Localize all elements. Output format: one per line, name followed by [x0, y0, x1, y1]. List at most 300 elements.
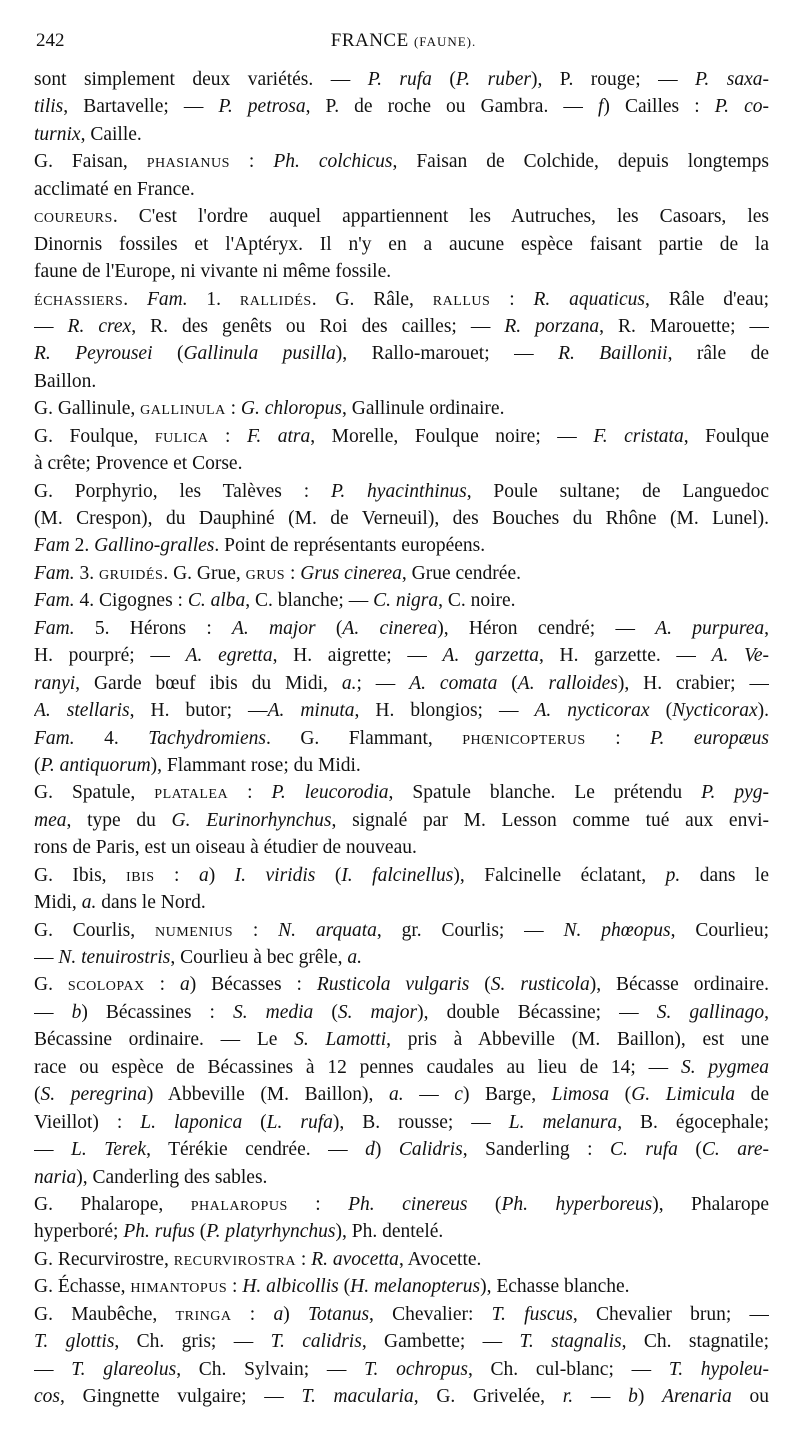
text-line	[34, 1383, 769, 1410]
italic-run: Rusticola vulgaris	[316, 974, 470, 996]
text-line	[34, 944, 769, 971]
small-caps-run: RALLUS	[432, 292, 491, 309]
text-run: acclimaté en France.	[34, 178, 195, 200]
text-line	[34, 258, 769, 285]
text-run: , G. Grivelée,	[413, 1386, 563, 1407]
italic-run: d	[365, 1139, 375, 1161]
italic-run: Arenaria	[662, 1386, 732, 1407]
text-run: , Caille.	[80, 123, 142, 145]
text-run: 1.	[187, 288, 240, 310]
small-caps-run: COUREURS	[34, 210, 113, 227]
text-line	[34, 368, 769, 395]
italic-run: Fam.	[34, 617, 75, 639]
text-run: (	[313, 1001, 338, 1023]
text-run: ) Cailles :	[603, 96, 715, 118]
text-line	[34, 1081, 769, 1108]
italic-run: a	[179, 974, 190, 996]
italic-run: N. tenuirostris	[58, 947, 171, 968]
text-line	[34, 917, 769, 944]
text-line	[34, 450, 769, 477]
small-caps-run: GRUIDÉS	[99, 566, 164, 583]
italic-run: P. antiquorum	[40, 754, 151, 776]
text-run: , H. aigrette; —	[272, 645, 443, 667]
text-run: . G. Râle,	[311, 288, 433, 310]
text-line	[34, 587, 769, 614]
text-run: . G. Grue,	[163, 562, 246, 584]
italic-run: C. alba	[187, 590, 246, 612]
text-run: , gr. Courlis; —	[376, 919, 564, 941]
text-line	[34, 93, 769, 120]
text-run: , type du	[66, 809, 172, 831]
text-run: , Morelle, Foulque noire; —	[310, 425, 594, 447]
italic-run: A. comata	[409, 672, 498, 694]
text-run: (	[34, 754, 41, 776]
italic-run: S. Lamotti	[294, 1029, 387, 1051]
italic-run: ranyi	[34, 672, 76, 694]
text-run: ou	[731, 1386, 769, 1407]
italic-run: H. albicollis	[242, 1276, 339, 1298]
italic-run: L. melanura	[508, 1111, 618, 1133]
text-run: 2.	[69, 535, 95, 557]
text-line	[34, 231, 769, 258]
italic-run: a	[273, 1303, 284, 1325]
italic-run: P. platyrhynchus	[206, 1221, 336, 1243]
small-caps-run: GRUS	[245, 566, 286, 583]
text-line	[34, 532, 769, 559]
italic-run: Tachydromiens	[148, 727, 266, 749]
text-run: ) Bécassines :	[81, 1001, 233, 1023]
text-run: ), P. rouge; —	[530, 69, 696, 90]
text-run: ), Héron cendré; —	[437, 617, 656, 639]
italic-run: Fam.	[146, 288, 188, 310]
italic-run: T. hypoleu-	[668, 1358, 769, 1380]
text-run: , Faisan de Colchide, depuis longtemps	[392, 151, 769, 173]
text-run: :	[154, 864, 199, 886]
italic-run: I. viridis	[234, 864, 316, 886]
text-run: G. Foulque,	[34, 425, 155, 447]
italic-run: Fam.	[34, 590, 75, 612]
text-run: G. Spatule,	[34, 782, 155, 804]
running-title	[36, 30, 771, 52]
text-line	[34, 505, 769, 532]
text-run: ), B. rousse; —	[332, 1111, 509, 1133]
text-run: rons de Paris, est un oiseau à étudier de nouveau.	[34, 837, 417, 859]
text-run: 4.	[74, 727, 149, 749]
italic-run: C. are-	[701, 1139, 769, 1161]
text-run: G. Échasse,	[34, 1276, 131, 1298]
text-run: Baillon.	[34, 370, 97, 392]
italic-run: G. Eurinorhynchus	[171, 809, 332, 831]
text-run: G. Ibis,	[34, 864, 127, 886]
italic-run: Gallinula pusilla	[183, 343, 336, 365]
small-caps-run: PHŒNICOPTERUS	[462, 731, 586, 748]
italic-run: mea	[34, 809, 67, 831]
text-run: , pris à Abbeville (M. Baillon), est une	[386, 1029, 769, 1051]
italic-run: A. minuta	[267, 700, 355, 722]
text-run: faune de l'Europe, ni vivante ni même fossile.	[34, 261, 392, 283]
text-run: , râle de	[667, 343, 769, 365]
text-run: ; —	[356, 672, 410, 694]
text-line	[34, 1246, 769, 1273]
text-run: ), Bécasse ordinaire.	[589, 974, 769, 996]
text-run: ), double Bécassine; —	[417, 1001, 657, 1023]
text-run: ), Ph. dentelé.	[335, 1221, 444, 1243]
italic-run: Ph. cinereus	[348, 1193, 468, 1215]
small-caps-run: PHALAROPUS	[190, 1197, 288, 1214]
text-line	[34, 999, 769, 1026]
italic-run: f	[597, 96, 604, 118]
text-run: , Foulque	[683, 425, 769, 447]
text-line	[34, 1026, 769, 1053]
italic-run: R. Baillonii	[558, 343, 668, 365]
italic-run: Grus cinerea	[300, 562, 402, 584]
text-run: G. Porphyrio, les Talèves :	[34, 480, 331, 502]
small-caps-run: HIMANTOPUS	[130, 1280, 228, 1297]
text-run: (	[497, 672, 518, 694]
text-run: ) Abbeville (M. Baillon),	[146, 1084, 389, 1106]
text-run: . G. Flammant,	[265, 727, 463, 749]
text-run: :	[229, 151, 274, 173]
text-run: , H. blongios; —	[354, 700, 535, 722]
text-run: , Ch. stagnatile;	[621, 1331, 769, 1353]
text-line	[34, 615, 769, 642]
text-run: :	[225, 398, 241, 420]
text-run: , Gambette; —	[361, 1331, 520, 1353]
text-line	[34, 1356, 769, 1383]
text-run: —	[573, 1386, 629, 1407]
italic-run: S. media	[232, 1001, 314, 1023]
text-run: , Avocette.	[398, 1248, 482, 1270]
text-run: , Ch. gris; —	[114, 1331, 271, 1353]
italic-run: R. aquaticus	[533, 288, 645, 310]
body-text	[34, 66, 769, 1410]
text-line	[34, 725, 769, 752]
text-line	[34, 1218, 769, 1245]
text-run: sont simplement deux variétés. —	[34, 69, 368, 90]
italic-run: T. fuscus	[491, 1303, 573, 1325]
italic-run: C. nigra	[373, 590, 439, 612]
text-run: —	[34, 1139, 71, 1161]
italic-run: G. Limicula	[631, 1084, 736, 1106]
text-run: ) Barge,	[462, 1084, 552, 1106]
text-line	[34, 560, 769, 587]
text-run: :	[296, 1248, 312, 1270]
text-line	[34, 971, 769, 998]
text-run: ), Falcinelle éclatant,	[453, 864, 666, 886]
small-caps-run: ÉCHASSIERS	[34, 292, 124, 309]
text-run: dans le	[680, 864, 769, 886]
text-run: )	[208, 864, 235, 886]
text-run: —	[34, 1001, 72, 1023]
text-run: 4. Cigognes :	[74, 590, 188, 612]
text-run: , H. butor; —	[129, 700, 268, 722]
text-run: :	[208, 425, 247, 447]
text-run: G. Phalarope,	[34, 1193, 191, 1215]
text-run: , Gingnette vulgaire; —	[60, 1386, 302, 1407]
text-run: , Spatule blanche. Le prétendu	[388, 782, 702, 804]
text-run: :	[287, 1193, 349, 1215]
text-line	[34, 148, 769, 175]
text-line	[34, 1164, 769, 1191]
text-line	[34, 807, 769, 834]
text-line	[34, 642, 769, 669]
text-run: (M. Crespon), du Dauphiné (M. de Verneuil), des Bouches du Rhône (M. Lunel).	[34, 508, 769, 529]
text-run: , H. garzette. —	[538, 645, 712, 667]
text-run: . Point de représentants européens.	[214, 535, 486, 557]
italic-run: T. glottis	[34, 1331, 115, 1353]
small-caps-run: NUMENIUS	[154, 923, 234, 940]
text-run: (	[242, 1111, 267, 1133]
text-run: , P. de roche ou Gambra. —	[305, 96, 598, 118]
italic-run: Ph. hyperboreus	[501, 1193, 653, 1215]
italic-run: Totanus	[307, 1303, 370, 1325]
italic-run: F. cristata	[593, 425, 684, 447]
text-run: ), Phalarope	[652, 1193, 769, 1215]
text-run: —	[403, 1084, 455, 1106]
text-run: ), Rallo-marouet; —	[335, 343, 559, 365]
text-run: , Courlieu à bec grêle,	[170, 947, 348, 968]
text-run: (	[467, 1193, 502, 1215]
text-run: :	[490, 288, 534, 310]
italic-run: S. major	[337, 1001, 418, 1023]
italic-run: turnix	[34, 123, 81, 145]
text-line	[34, 1328, 769, 1355]
text-run: Vieillot) :	[34, 1111, 141, 1133]
text-run: . C'est l'ordre auquel appartiennent les Autruches, les Casoars, les	[112, 206, 769, 228]
text-run: , R. des genêts ou Roi des cailles; —	[131, 315, 505, 337]
text-run: —	[34, 1358, 72, 1380]
italic-run: Fam.	[34, 562, 75, 584]
italic-run: cos	[34, 1386, 60, 1407]
italic-run: A. purpurea	[655, 617, 765, 639]
italic-run: Nycticorax	[672, 700, 758, 722]
text-run: G. Courlis,	[34, 919, 155, 941]
italic-run: p.	[665, 864, 681, 886]
italic-run: P. europæus	[650, 727, 769, 749]
text-run: ), Flammant rose; du Midi.	[150, 754, 361, 776]
italic-run: Limosa	[551, 1084, 610, 1106]
text-run: )	[374, 1139, 399, 1161]
small-caps-run: GALLINULA	[140, 402, 226, 419]
text-run: , C. blanche; —	[245, 590, 374, 612]
text-run: , Gallinule ordinaire.	[342, 398, 505, 420]
text-line	[34, 1136, 769, 1163]
italic-run: T. stagnalis	[519, 1331, 622, 1353]
italic-run: A. ralloides	[517, 672, 618, 694]
text-run: race ou espèce de Bécassines à 12 pennes caudales au lieu de 14; —	[34, 1056, 681, 1078]
text-run: :	[227, 1276, 243, 1298]
italic-run: A. cinerea	[342, 617, 438, 639]
italic-run: a.	[341, 672, 357, 694]
running-title-sub: (FAUNE).	[413, 34, 477, 49]
text-run: dans le Nord.	[96, 892, 206, 914]
text-line	[34, 1109, 769, 1136]
italic-run: S. pygmea	[680, 1056, 769, 1078]
text-line	[34, 670, 769, 697]
small-caps-run: PLATALEA	[154, 786, 229, 803]
text-run: ,	[764, 1001, 769, 1023]
text-run: , Ch. Sylvain; —	[176, 1358, 365, 1380]
italic-run: S. peregrina	[40, 1084, 147, 1106]
text-run: (	[194, 1221, 207, 1243]
text-run: .	[123, 288, 147, 310]
italic-run: Ph. colchicus	[273, 151, 393, 173]
text-run: ).	[757, 700, 769, 722]
text-run: :	[585, 727, 651, 749]
text-run: , signalé par M. Lesson comme tué aux envi-	[331, 809, 769, 831]
small-caps-run: RALLIDÉS	[239, 292, 312, 309]
italic-run: P. ruber	[455, 69, 531, 90]
text-run: G. Maubêche,	[34, 1303, 176, 1325]
text-run: (	[677, 1139, 702, 1161]
italic-run: a.	[81, 892, 97, 914]
text-run: ), H. crabier; —	[617, 672, 769, 694]
text-run: , Térékie cendrée. —	[146, 1139, 366, 1161]
text-run: , B. égocephale;	[617, 1111, 769, 1133]
small-caps-run: RECURVIROSTRA	[173, 1252, 297, 1269]
italic-run: T. ochropus	[364, 1358, 468, 1380]
text-run: (	[338, 1276, 351, 1298]
text-run: , Chevalier:	[369, 1303, 492, 1325]
small-caps-run: TRINGA	[175, 1307, 232, 1324]
text-run: )	[283, 1303, 308, 1325]
text-line	[34, 697, 769, 724]
text-line	[34, 478, 769, 505]
text-run: :	[231, 1303, 274, 1325]
text-run: , R. Marouette; —	[599, 315, 769, 337]
text-run: ), Echasse blanche.	[480, 1276, 630, 1298]
text-line	[34, 423, 769, 450]
italic-run: c	[454, 1084, 463, 1106]
italic-run: R. crex	[67, 315, 132, 337]
text-run: ), Canderling des sables.	[76, 1166, 268, 1188]
text-run: , Courlieu;	[670, 919, 769, 941]
italic-run: P. rufa	[367, 69, 432, 90]
text-run: (	[649, 700, 673, 722]
text-run: :	[144, 974, 180, 996]
italic-run: A. Ve-	[711, 645, 769, 667]
italic-run: P. saxa-	[695, 69, 769, 90]
text-line	[34, 889, 769, 916]
text-run: :	[228, 782, 272, 804]
text-run: (	[431, 69, 456, 90]
italic-run: N. arquata	[278, 919, 377, 941]
text-run: , C. noire.	[438, 590, 516, 612]
text-line	[34, 1191, 769, 1218]
text-line	[34, 203, 769, 230]
text-run: , Poule sultane; de Languedoc	[466, 480, 769, 502]
italic-run: b	[628, 1386, 638, 1407]
italic-run: L. Terek	[71, 1139, 147, 1161]
text-run: G. Faisan,	[34, 151, 147, 173]
small-caps-run: IBIS	[126, 868, 155, 885]
text-line	[34, 176, 769, 203]
text-line	[34, 1273, 769, 1300]
text-line	[34, 1301, 769, 1328]
italic-run: Calidris	[398, 1139, 463, 1161]
text-line	[34, 313, 769, 340]
running-title-main: FRANCE	[330, 30, 409, 51]
text-run: —	[34, 315, 68, 337]
italic-run: P. pyg-	[701, 782, 769, 804]
italic-run: Fam	[34, 535, 70, 557]
text-line	[34, 286, 769, 313]
text-run: , Garde bœuf ibis du Midi,	[75, 672, 342, 694]
text-run: 5. Hérons :	[74, 617, 233, 639]
italic-run: R. avocetta	[311, 1248, 399, 1270]
text-run: , Râle d'eau;	[644, 288, 769, 310]
text-run: Dinornis fossiles et l'Aptéryx. Il n'y en a aucune espèce faisant partie de la	[34, 233, 769, 255]
italic-run: T. calidris	[270, 1331, 362, 1353]
italic-run: A. garzetta	[442, 645, 539, 667]
italic-run: Fam.	[34, 727, 75, 749]
page-number: 242	[36, 30, 65, 51]
italic-run: L. rufa	[266, 1111, 333, 1133]
italic-run: a.	[347, 947, 363, 968]
italic-run: A. stellaris	[34, 700, 130, 722]
text-run: Midi,	[34, 892, 82, 914]
italic-run: R. Peyrousei	[34, 343, 153, 365]
text-run: G. Recurvirostre,	[34, 1248, 174, 1270]
text-run: , Bartavelle; —	[63, 96, 219, 118]
italic-run: T. macularia	[301, 1386, 414, 1407]
text-run: (	[34, 1084, 41, 1106]
italic-run: C. rufa	[610, 1139, 678, 1161]
italic-run: a	[198, 864, 209, 886]
text-run: :	[285, 562, 301, 584]
text-run: , Sanderling :	[462, 1139, 610, 1161]
text-line	[34, 340, 769, 367]
text-run: ) Bécasses :	[189, 974, 317, 996]
text-run: (	[609, 1084, 632, 1106]
text-run: (	[469, 974, 491, 996]
text-line	[34, 752, 769, 779]
text-run: (	[315, 617, 343, 639]
text-run: 3.	[74, 562, 99, 584]
italic-run: Ph. rufus	[123, 1221, 195, 1243]
italic-run: I. falcinellus	[341, 864, 454, 886]
italic-run: r.	[562, 1386, 574, 1407]
italic-run: T. glareolus	[71, 1358, 177, 1380]
text-line	[34, 66, 769, 93]
italic-run: A. egretta	[185, 645, 273, 667]
italic-run: A. nycticorax	[534, 700, 650, 722]
text-run: Bécassine ordinaire. — Le	[34, 1029, 295, 1051]
text-run: ,	[764, 617, 769, 639]
small-caps-run: PHASIANUS	[146, 155, 230, 172]
text-run: hyperboré;	[34, 1221, 124, 1243]
italic-run: L. laponica	[140, 1111, 243, 1133]
italic-run: G. chloropus	[240, 398, 342, 420]
italic-run: P. leucorodia	[271, 782, 389, 804]
italic-run: a.	[389, 1084, 404, 1106]
text-line	[34, 779, 769, 806]
italic-run: Gallino-gralles	[94, 535, 215, 557]
text-run: , Grue cendrée.	[401, 562, 521, 584]
text-run: à crête; Provence et Corse.	[34, 453, 243, 475]
italic-run: P. co-	[714, 96, 769, 118]
text-line	[34, 121, 769, 148]
italic-run: A. major	[232, 617, 316, 639]
italic-run: S. rusticola	[490, 974, 590, 996]
text-run: G.	[34, 974, 68, 996]
text-run: G. Gallinule,	[34, 398, 141, 420]
small-caps-run: SCOLOPAX	[67, 978, 145, 995]
text-run: (	[152, 343, 184, 365]
italic-run: naria	[34, 1166, 77, 1188]
text-run: H. pourpré; —	[34, 645, 186, 667]
text-line	[34, 862, 769, 889]
